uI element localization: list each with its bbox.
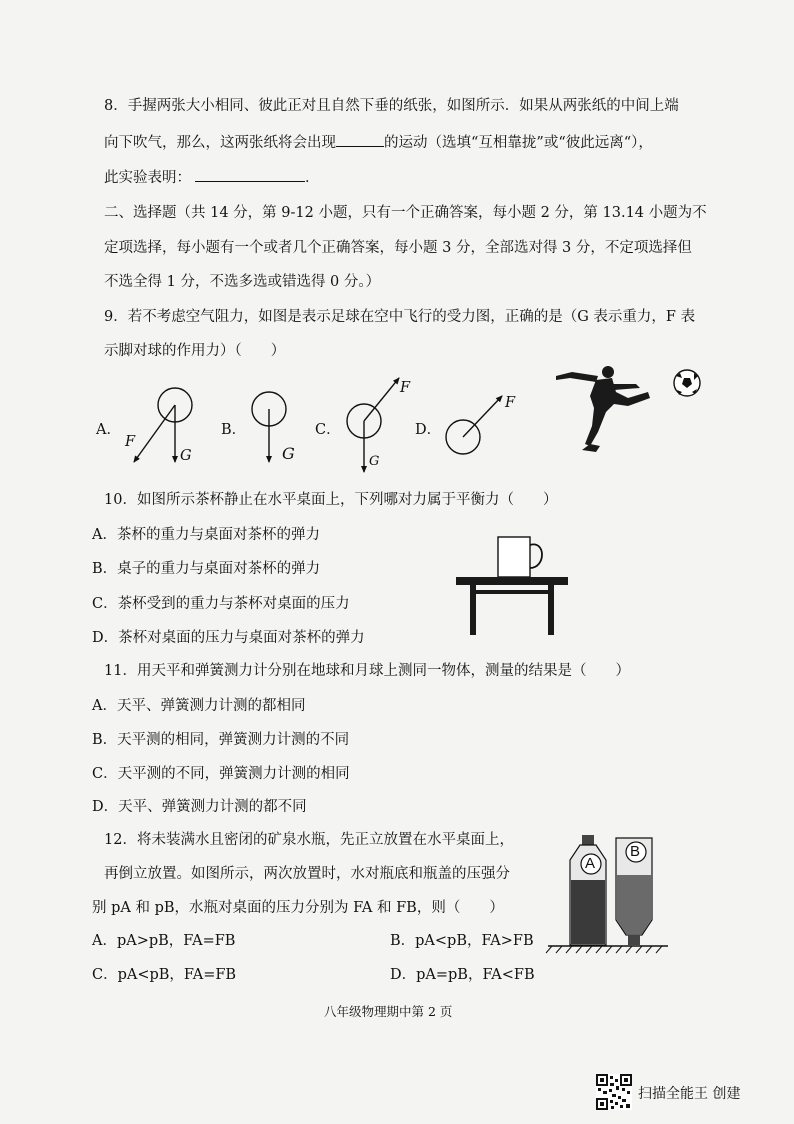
q8-line2-start: 向下吹气，那么，这两张纸将会出现 xyxy=(104,135,336,151)
q12-line2: 再倒立放置。如图所示，两次放置时，水对瓶底和瓶盖的压强分 xyxy=(104,866,510,882)
q9-c-label-f: F xyxy=(400,380,411,396)
q9-option-a-label[interactable]: A． xyxy=(96,422,121,438)
q8-line1: 8．手握两张大小相同、彼此正对且自然下垂的纸张，如图所示．如果从两张纸的中间上端 xyxy=(104,98,679,114)
q10-option-c[interactable]: C．茶杯受到的重力与茶杯对桌面的压力 xyxy=(92,596,350,612)
q12-option-a[interactable]: A．pA>pB，FA=FB xyxy=(92,933,236,949)
bottle-a-label: A xyxy=(585,855,596,872)
q11-option-a[interactable]: A．天平、弹簧测力计测的都相同 xyxy=(92,698,306,714)
q10-stem: 10．如图所示茶杯静止在水平桌面上，下列哪对力属于平衡力（ ） xyxy=(104,492,558,508)
q10-option-a[interactable]: A．茶杯的重力与桌面对茶杯的弹力 xyxy=(92,527,320,543)
section2-line1: 二、选择题（共 14 分，第 9-12 小题，只有一个正确答案，每小题 2 分，第 13.14 小题为不 xyxy=(104,205,707,221)
q8-line3-start: 此实验表明： xyxy=(104,170,191,186)
q9-a-label-g: G xyxy=(180,448,192,464)
q12-option-c[interactable]: C．pA<pB，FA=FB xyxy=(92,967,237,983)
q10-option-d[interactable]: D．茶杯对桌面的压力与桌面对茶杯的弹力 xyxy=(92,630,365,646)
q12-option-d[interactable]: D．pA=pB，FA<FB xyxy=(390,967,535,983)
q12-line1: 12．将未装满水且密闭的矿泉水瓶，先正立放置在水平桌面上， xyxy=(104,832,514,848)
q8-line2-end: 的运动（选填“互相靠拢”或“彼此远离“）， xyxy=(384,135,653,151)
qr-code-icon xyxy=(596,1074,632,1110)
q11-stem: 11．用天平和弹簧测力计分别在地球和月球上测同一物体，测量的结果是（ ） xyxy=(104,663,630,679)
q9-a-label-f: F xyxy=(125,434,136,450)
section2-line2: 定项选择，每小题有一个或者几个正确答案，每小题 3 分，全部选对得 3 分，不定项选择但 xyxy=(104,240,692,256)
q11-option-b[interactable]: B．天平测的相同，弹簧测力计测的不同 xyxy=(92,732,350,748)
q9-option-c-label[interactable]: C． xyxy=(315,422,341,438)
bottle-b-label: B xyxy=(630,843,641,860)
q12-line3: 别 pA 和 pB，水瓶对桌面的压力分别为 FA 和 FB，则（ ） xyxy=(92,900,504,916)
section2-line3: 不选全得 1 分，不选多选或错选得 0 分。） xyxy=(104,274,381,290)
page-footer: 八年级物理期中第 2 页 xyxy=(324,1004,453,1019)
ground-surface xyxy=(546,946,668,953)
q11-option-c[interactable]: C．天平测的不同，弹簧测力计测的相同 xyxy=(92,766,350,782)
q8-line3-end: ． xyxy=(305,170,320,186)
q9-line1: 9．若不考虑空气阻力，如图是表示足球在空中飞行的受力图，正确的是（G 表示重力，F 表 xyxy=(104,309,696,325)
scanner-watermark-text: 扫描全能王 创建 xyxy=(638,1086,741,1102)
q9-b-label-g: G xyxy=(282,444,295,463)
q9-c-label-g: G xyxy=(369,454,380,469)
q9-option-b-label[interactable]: B． xyxy=(221,422,247,438)
q9-option-d-label[interactable]: D． xyxy=(415,422,442,438)
q11-option-d[interactable]: D．天平、弹簧测力计测的都不同 xyxy=(92,799,307,815)
q9-d-label-f: F xyxy=(505,395,516,411)
q12-option-b[interactable]: B．pA<pB，FA>FB xyxy=(390,933,534,949)
q9-line2: 示脚对球的作用力）（ ） xyxy=(104,343,286,359)
q10-option-b[interactable]: B．桌子的重力与桌面对茶杯的弹力 xyxy=(92,561,321,577)
bottle-a-image xyxy=(570,835,606,945)
